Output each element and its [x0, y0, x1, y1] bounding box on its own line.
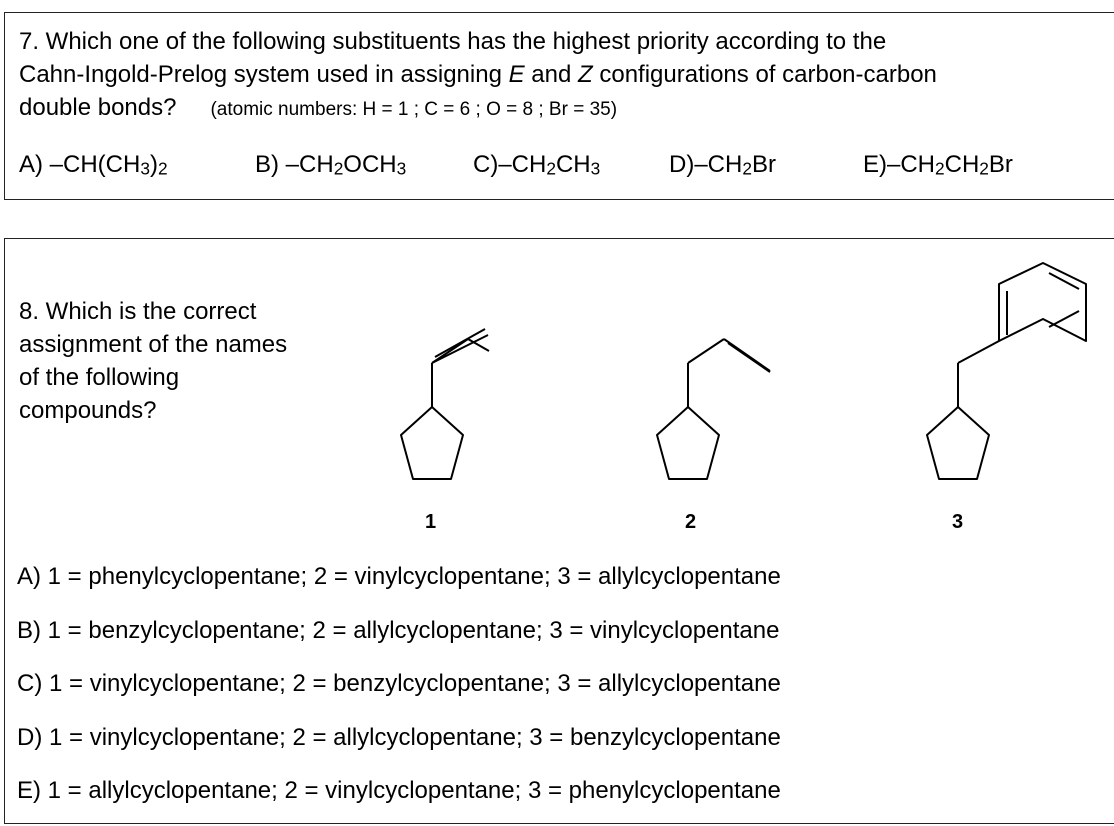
- q8-answer-e[interactable]: E) 1 = allylcyclopentane; 2 = vinylcyclopentane; 3 = phenylcyclopentane: [17, 777, 781, 804]
- q7-atomic-note: (atomic numbers: H = 1 ; C = 6 ; O = 8 ; Br = 35): [210, 99, 618, 120]
- q7-choice-b-formula: $-CH_2OCH_3$: [285, 151, 407, 179]
- q7-stem-line-2c: configurations of carbon-carbon: [592, 61, 937, 88]
- q7-stem-line-3-text: double bonds?: [19, 94, 177, 121]
- q7-choice-e[interactable]: [863, 151, 1013, 179]
- q7-choice-c[interactable]: [473, 151, 600, 179]
- q7-choice-d-letter: D): [669, 151, 695, 178]
- compound-label-2: 2: [685, 511, 697, 533]
- question-8-box: [4, 238, 1114, 824]
- q7-choice-b[interactable]: [255, 151, 406, 179]
- q7-choice-c-formula: $-CH_2CH_3$: [498, 151, 601, 179]
- allyl-double-bond-2: [728, 343, 770, 372]
- compound-label-1: 1: [425, 511, 437, 533]
- q7-stem-line-3: [19, 91, 1109, 126]
- q7-choice-d[interactable]: [669, 151, 776, 179]
- q7-choice-c-letter: C): [473, 151, 499, 178]
- q8-answer-c[interactable]: C) 1 = vinylcyclopentane; 2 = benzylcyclopentane; 3 = allylcyclopentane: [17, 670, 781, 697]
- compound-label-3: 3: [952, 511, 964, 533]
- compound-3-structure: [903, 239, 1103, 509]
- q7-choice-e-formula: $-CH_2CH_2Br$: [887, 151, 1013, 179]
- q8-answer-a[interactable]: A) 1 = phenylcyclopentane; 2 = vinylcyclopentane; 3 = allylcyclopentane: [17, 563, 781, 590]
- question-7-box: [4, 12, 1114, 200]
- question-7-stem: [19, 25, 1109, 126]
- q7-stem-line-2a: Cahn-Ingold-Prelog system used in assigning: [19, 61, 509, 88]
- q8-stem-line-2: assignment of the names: [19, 331, 288, 358]
- q7-choice-b-letter: B): [255, 151, 279, 178]
- q7-choice-e-letter: E): [863, 151, 887, 178]
- q8-stem-line-4: compounds?: [19, 397, 157, 424]
- q7-choice-a-letter: A): [19, 151, 43, 178]
- q7-stem-E: E: [508, 61, 525, 88]
- compound-2-structure: [633, 239, 793, 509]
- q8-answer-b[interactable]: B) 1 = benzylcyclopentane; 2 = allylcyclopentane; 3 = vinylcyclopentane: [17, 617, 780, 644]
- q7-choice-a[interactable]: [19, 151, 168, 179]
- q7-stem-Z: Z: [578, 61, 593, 88]
- question-8-stem: [19, 295, 349, 427]
- q7-choice-a-formula: $-CH(CH_3)_2$: [49, 151, 168, 179]
- q7-stem-line-2b: and: [524, 61, 579, 88]
- q7-choice-d-formula: $-CH_2Br$: [694, 151, 776, 179]
- q8-answer-d[interactable]: D) 1 = vinylcyclopentane; 2 = allylcyclopentane; 3 = benzylcyclopentane: [17, 724, 781, 751]
- compound-1-vinyl: [385, 239, 525, 509]
- q7-stem-line-1: 7. Which one of the following substituents has the highest priority according to the: [19, 28, 887, 55]
- q8-stem-line-3: of the following: [19, 364, 180, 391]
- q8-stem-line-1: 8. Which is the correct: [19, 298, 257, 325]
- q7-stem-line-2: [19, 58, 1109, 91]
